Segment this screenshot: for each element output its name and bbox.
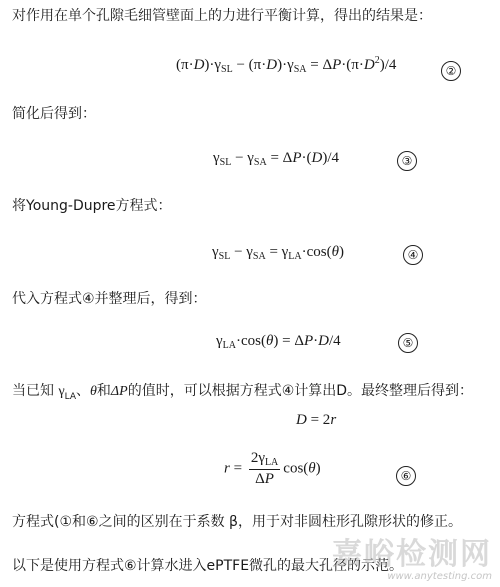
equation-number-5: ⑤	[398, 333, 418, 353]
equation-5: $\gamma_{LA}\cdot\cos(\theta) = \Delta P\cdot D/4$	[216, 333, 341, 351]
watermark-url: www.anytesting.com	[387, 571, 492, 582]
watermark-text: 嘉峪检测网	[332, 537, 492, 572]
paragraph-when-known: 当已知 $\gamma_{LA}$、θ和ΔP的值时，可以根据方程式④计算出D。最终整理后得到：	[12, 383, 474, 402]
equation-2: $(\pi\cdot D)\cdot\gamma_{SL} - (\pi\cdot D)\cdot\gamma_{SA} = \Delta P\cdot(\pi\cdot D^2)/4$	[176, 55, 397, 75]
equation-4: $\gamma_{SL} - \gamma_{SA} = \gamma_{LA}\cdot\cos(\theta)$	[212, 244, 345, 262]
watermark	[332, 539, 492, 583]
paragraph-substitute: 代入方程式④并整理后，得到：	[12, 291, 207, 307]
equation-number-2: ②	[441, 61, 461, 81]
paragraph-young-dupre: 将Young-Dupre方程式：	[12, 198, 172, 214]
equation-number-3: ③	[397, 151, 417, 171]
paragraph-simplified: 简化后得到：	[12, 106, 96, 122]
paragraph-demonstration: 以下是使用方程式⑥计算水进入ePTFE微孔的最大孔径的示范。	[12, 558, 404, 574]
equation-3: $\gamma_{SL} - \gamma_{SA} = \Delta P\cdot(D)/4$	[213, 150, 339, 168]
equation-d-2r: D = 2r	[296, 412, 337, 428]
equation-6-fraction: $\frac{2\gamma_{LA}}{\Delta P}$	[250, 450, 279, 487]
paragraph-force-balance: 对作用在单个孔隙毛细管壁面上的力进行平衡计算，得出的结果是：	[12, 8, 432, 24]
equation-number-4: ④	[403, 245, 423, 265]
paragraph-difference: 方程式(①和⑥之间的区别在于系数 β，用于对非圆柱形孔隙形状的修正。	[12, 514, 462, 530]
equation-number-6: ⑥	[396, 466, 416, 486]
equation-6: r = $\frac{2\gamma_{LA}}{\Delta P}$ cos(θ)	[224, 450, 321, 487]
